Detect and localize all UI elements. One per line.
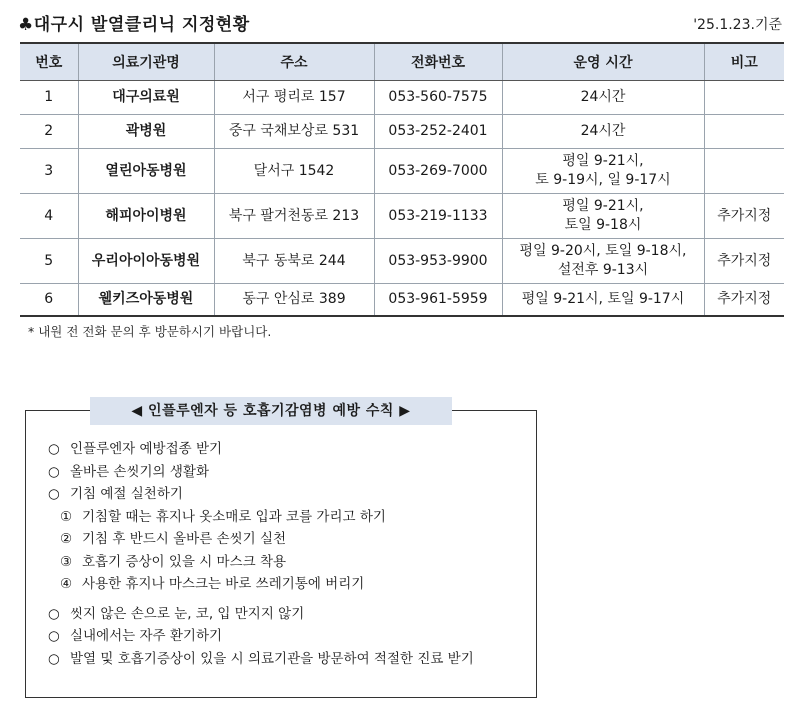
column-header-no: 번호: [20, 43, 78, 81]
column-header-note: 비고: [704, 43, 784, 81]
clinic-address: 동구 안심로 389: [214, 284, 374, 317]
clinic-name: 대구의료원: [78, 81, 214, 115]
row-number: 2: [20, 115, 78, 149]
rule-item: [48, 461, 474, 484]
rule-text: 실내에서는 자주 환기하기: [70, 628, 223, 644]
clinic-name: 웰키즈아동병원: [78, 284, 214, 317]
clinic-name: 곽병원: [78, 115, 214, 149]
rule-text: 올바른 손씻기의 생활화: [70, 463, 209, 480]
clinic-table: [20, 42, 784, 317]
clinic-address: 북구 동북로 244: [214, 239, 374, 284]
hours-line: 평일 9-20시, 토일 9-18시,: [519, 243, 687, 259]
clinic-phone: 053-269-7000: [374, 149, 502, 194]
clinic-address: 서구 평리로 157: [214, 81, 374, 115]
rule-text: 기침 예절 실천하기: [70, 486, 183, 502]
clinic-note: [704, 149, 784, 194]
clinic-phone: 053-953-9900: [374, 239, 502, 284]
clinic-name: 우리아이아동병원: [78, 239, 214, 284]
clinic-hours: [502, 115, 704, 149]
table-row: [20, 284, 784, 317]
bullet-mark: ○: [48, 628, 60, 644]
rule-item: [48, 625, 474, 648]
clinic-phone: 053-219-1133: [374, 194, 502, 239]
column-header-phone: 전화번호: [374, 43, 502, 81]
clinic-address: 중구 국채보상로 531: [214, 115, 374, 149]
hours-line: 평일 9-21시,: [562, 198, 644, 214]
table-row: [20, 115, 784, 149]
rule-text: 호흡기 증상이 있을 시 마스크 착용: [82, 553, 287, 570]
hours-line: 토일 9-18시: [564, 217, 642, 233]
hours-line: 토 9-19시, 일 9-17시: [535, 172, 671, 188]
prevention-rules-list: [48, 438, 474, 670]
bullet-mark: ○: [48, 605, 60, 622]
clinic-address: 달서구 1542: [214, 149, 374, 194]
clinic-note: [704, 81, 784, 115]
row-number: 3: [20, 149, 78, 194]
rule-item: [48, 438, 474, 461]
clinic-hours: [502, 284, 704, 317]
hours-line: 평일 9-21시,: [562, 153, 644, 169]
bullet-mark: ○: [48, 441, 60, 457]
clinic-name: 열린아동병원: [78, 149, 214, 194]
clinic-note: 추가지정: [704, 239, 784, 284]
number-mark: ②: [60, 531, 73, 547]
bullet-mark: ○: [48, 463, 60, 480]
table-row: [20, 81, 784, 115]
column-header-hours: 운영 시간: [502, 43, 704, 81]
number-mark: ③: [60, 553, 73, 570]
prevention-rules-title: ◀ 인플루엔자 등 호흡기감염병 예방 수칙 ▶: [90, 397, 452, 425]
rule-item: [48, 603, 474, 626]
table-row: [20, 149, 784, 194]
clinic-hours: [502, 194, 704, 239]
clinic-phone: 053-252-2401: [374, 115, 502, 149]
number-mark: ①: [60, 508, 73, 525]
hours-line: 24시간: [580, 123, 626, 139]
row-number: 4: [20, 194, 78, 239]
table-header-row: [20, 43, 784, 81]
clinic-hours: [502, 239, 704, 284]
clinic-phone: 053-961-5959: [374, 284, 502, 317]
number-mark: ④: [60, 576, 73, 592]
rule-text: 기침 후 반드시 올바른 손씻기 실천: [82, 531, 287, 547]
rule-subitem: [48, 551, 474, 574]
clinic-hours: [502, 81, 704, 115]
rule-subitem: [48, 528, 474, 551]
rule-text: 인플루엔자 예방접종 받기: [70, 441, 223, 457]
hours-line: 평일 9-21시, 토일 9-17시: [521, 291, 685, 307]
row-number: 6: [20, 284, 78, 317]
clinic-note: 추가지정: [704, 284, 784, 317]
hours-line: 24시간: [580, 89, 626, 105]
row-number: 5: [20, 239, 78, 284]
clinic-note: [704, 115, 784, 149]
clinic-address: 북구 팔거천동로 213: [214, 194, 374, 239]
rule-text: 사용한 휴지나 마스크는 바로 쓰레기통에 버리기: [82, 576, 365, 592]
hours-line: 설전후 9-13시: [557, 262, 649, 278]
bullet-mark: ○: [48, 486, 60, 502]
reference-date: '25.1.23.기준: [693, 17, 782, 33]
rule-item: [48, 483, 474, 506]
bullet-mark: ○: [48, 650, 60, 667]
column-header-name: 의료기관명: [78, 43, 214, 81]
clinic-name: 해피아이병원: [78, 194, 214, 239]
rule-text: 기침할 때는 휴지나 옷소매로 입과 코를 가리고 하기: [82, 508, 386, 525]
rule-subitem: [48, 506, 474, 529]
rule-subitem: [48, 573, 474, 596]
rule-item: [48, 648, 474, 671]
clinic-phone: 053-560-7575: [374, 81, 502, 115]
clinic-hours: [502, 149, 704, 194]
column-header-address: 주소: [214, 43, 374, 81]
clinic-note: 추가지정: [704, 194, 784, 239]
rule-text: 씻지 않은 손으로 눈, 코, 입 만지지 않기: [70, 605, 305, 622]
rule-text: 발열 및 호흡기증상이 있을 시 의료기관을 방문하여 적절한 진료 받기: [70, 650, 474, 667]
row-number: 1: [20, 81, 78, 115]
footnote: * 내원 전 전화 문의 후 방문하시기 바랍니다.: [28, 324, 272, 339]
table-row: [20, 239, 784, 284]
table-row: [20, 194, 784, 239]
page-title: ♣대구시 발열클리닉 지정현황: [18, 15, 250, 35]
